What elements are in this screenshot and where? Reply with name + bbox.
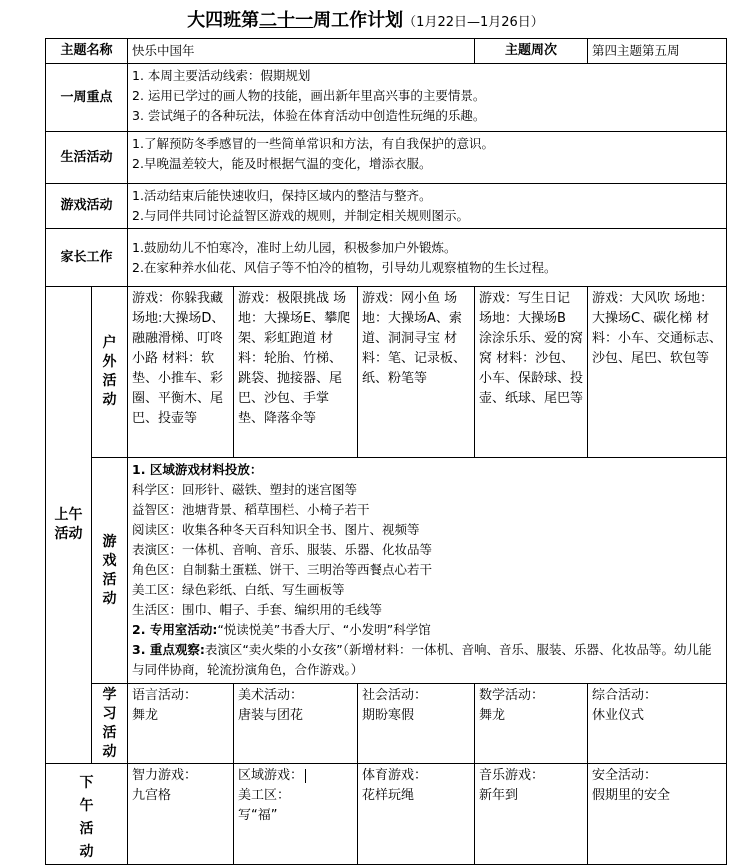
focus-line: 1. 本周主要活动线索：假期规划 (132, 68, 311, 83)
play-heading-1: 1. 区域游戏材料投放： (132, 462, 263, 477)
home-line: 2.在家种养水仙花、风信子等不怕冷的植物，引导幼儿观察植物的生长过程。 (132, 259, 557, 275)
play-area: 生活区：围巾、帽子、手套、编织用的毛线等 (132, 602, 383, 617)
study-cell: 数学活动： 舞龙 (475, 684, 588, 764)
play-row (46, 458, 727, 684)
theme-week-label: 主题周次 (475, 39, 588, 64)
play-heading-2: 2. 专用室活动: (132, 622, 218, 637)
title-suffix: 周工作计划 (313, 10, 404, 31)
play-area: 科学区：回形针、磁铁、塑封的迷宫图等 (132, 482, 358, 497)
title-class: 大四班第 (187, 10, 260, 31)
afternoon-cell: 区域游戏： 美工区： 写“福” (234, 764, 358, 865)
study-cell: 语言活动： 舞龙 (128, 684, 234, 764)
play-area: 表演区：一体机、音响、音乐、服装、乐器、化妆品等 (132, 542, 433, 557)
play-area: 美工区：绿色彩纸、白纸、写生画板等 (132, 582, 345, 597)
home-line: 1.鼓励幼儿不怕寒冷，准时上幼儿园，积极参加户外锻炼。 (132, 239, 457, 255)
afternoon-cell: 音乐游戏： 新年到 (475, 764, 588, 865)
theme-name-value: 快乐中国年 (128, 39, 475, 64)
outdoor-row (46, 287, 727, 458)
game-line: 2.与同伴共同讨论益智区游戏的规则，并制定相关规则图示。 (132, 208, 469, 223)
home-label: 家长工作 (46, 229, 128, 287)
outdoor-cell: 游戏：网小鱼 场地：大操场A、索道、洞洞寻宝 材料：笔、记录板、纸、粉笔等 (358, 287, 475, 458)
play-heading-3: 3. 重点观察: (132, 642, 205, 657)
outdoor-cell: 游戏：你躲我藏 场地:大操场D、融融滑梯、叮咚小路 材料：软垫、小推车、彩圈、平衡木、尾巴、投壶等 (128, 287, 234, 458)
title-week: 二十一 (259, 10, 314, 31)
play-observe: 表演区“卖火柴的小女孩”（新增材料：一体机、音响、音乐、服装、乐器、化妆品等。幼儿能与同伴协商，轮流扮演角色，合作游戏。） (132, 642, 712, 677)
outdoor-cell: 游戏：大风吹 场地：大操场C、碳化梯 材料：小车、交通标志、沙包、尾巴、软包等 (588, 287, 727, 458)
theme-name-label: 主题名称 (46, 39, 128, 64)
study-label: 学习活动 (92, 684, 128, 764)
play-area: 角色区：自制黏土蛋糕、饼干、三明治等西餐点心若干 (132, 562, 433, 577)
life-content (128, 132, 727, 184)
title-date-range: （1月22日—1月26日） (403, 15, 544, 30)
text-cursor (305, 769, 306, 783)
page-title (0, 6, 731, 32)
weekly-plan-table (45, 38, 727, 865)
outdoor-label: 户外活动 (92, 287, 128, 458)
game-label: 游戏活动 (46, 184, 128, 229)
focus-content (128, 64, 727, 132)
outdoor-cell: 游戏：写生日记 场地：大操场B 涂涂乐乐、爱的窝窝 材料：沙包、小车、保龄球、投壶、纸球、尾巴等 (475, 287, 588, 458)
afternoon-row (46, 764, 727, 865)
life-label: 生活活动 (46, 132, 128, 184)
study-row (46, 684, 727, 764)
play-special: “悦读悦美”书香大厅、“小发明”科学馆 (217, 622, 431, 637)
play-content (128, 458, 727, 684)
afternoon-cell: 安全活动： 假期里的安全 (588, 764, 727, 865)
theme-week-value: 第四主题第五周 (588, 39, 727, 64)
play-area: 益智区：池塘背景、稻草围栏、小椅子若干 (132, 502, 370, 517)
game-content (128, 184, 727, 229)
focus-row (46, 64, 727, 132)
life-line: 1.了解预防冬季感冒的一些简单常识和方法，有自我保护的意识。 (132, 136, 494, 151)
study-cell: 美术活动： 唐装与团花 (234, 684, 358, 764)
play-label: 游戏活动 (92, 458, 128, 684)
game-row (46, 184, 727, 229)
focus-line: 2. 运用已学过的画人物的技能，画出新年里高兴事的主要情景。 (132, 88, 486, 103)
home-row (46, 229, 727, 287)
focus-label: 一周重点 (46, 64, 128, 132)
study-cell: 综合活动： 休业仪式 (588, 684, 727, 764)
morning-label: 上午活动 (46, 287, 92, 764)
theme-row (46, 39, 727, 64)
play-area: 阅读区：收集各种冬天百科知识全书、图片、视频等 (132, 522, 420, 537)
study-cell: 社会活动： 期盼寒假 (358, 684, 475, 764)
home-content (128, 229, 727, 287)
afternoon-cell: 智力游戏： 九宫格 (128, 764, 234, 865)
life-row (46, 132, 727, 184)
outdoor-cell: 游戏：极限挑战 场地：大操场E、攀爬架、彩虹跑道 材料：轮胎、竹梯、跳袋、抛接器、尾巴、沙包、手掌垫、降落伞等 (234, 287, 358, 458)
game-line: 1.活动结束后能快速收归，保持区域内的整洁与整齐。 (132, 188, 432, 203)
afternoon-label: 下午活动 (46, 764, 128, 865)
life-line: 2.早晚温差较大，能及时根据气温的变化，增添衣服。 (132, 156, 432, 171)
afternoon-cell: 体育游戏： 花样玩绳 (358, 764, 475, 865)
focus-line: 3. 尝试绳子的各种玩法，体验在体育活动中创造性玩绳的乐趣。 (132, 108, 486, 123)
